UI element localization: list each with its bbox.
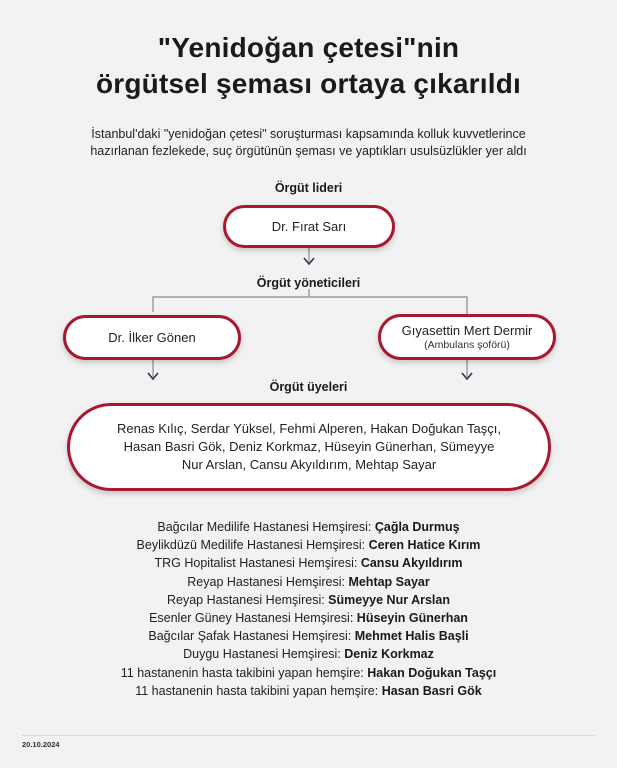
members-line-1: Renas Kılıç, Serdar Yüksel, Fehmi Alperen, Hakan Doğukan Taşçı,: [117, 421, 501, 436]
members-list: [87, 420, 531, 474]
staff-row: 11 hastanenin hasta takibini yapan hemşire: Hakan Doğukan Taşçı: [120, 665, 497, 680]
staff-row: Esenler Güney Hastanesi Hemşiresi: Hüseyin Günerhan: [149, 611, 468, 626]
title-line-2: örgütsel şeması ortaya çıkarıldı: [95, 68, 522, 99]
members-line-2: Hasan Basri Gök, Deniz Korkmaz, Hüseyin Günerhan, Sümeyye: [123, 439, 495, 454]
staff-row: Reyap Hastanesi Hemşiresi: Mehtap Sayar: [187, 574, 430, 589]
subtitle-line-1: İstanbul'daki "yenidoğan çetesi" soruşturması kapsamında kolluk kuvvetlerince: [91, 127, 526, 141]
manager-left-name: Dr. İlker Gönen: [108, 330, 196, 345]
managers-label: Örgüt yöneticileri: [256, 276, 361, 290]
members-label: Örgüt üyeleri: [269, 380, 348, 394]
members-line-3: Nur Arslan, Cansu Akyıldırım, Mehtap Sayar: [181, 457, 437, 472]
manager-right-box: [378, 314, 556, 360]
publish-date: 20.10.2024: [22, 740, 60, 749]
managers-bracket: [153, 297, 467, 314]
leader-box: [223, 205, 395, 248]
manager-right-name: Gıyasettin Mert Dermir: [401, 323, 533, 338]
title-line-1: "Yenidoğan çetesi"nin: [157, 32, 460, 63]
staff-row: Beylikdüzü Medilife Hastanesi Hemşiresi: Ceren Hatice Kırım: [136, 538, 481, 553]
staff-row: Reyap Hastanesi Hemşiresi: Sümeyye Nur Arslan: [167, 592, 450, 607]
footer-divider: [22, 735, 595, 736]
staff-row: Bağcılar Medilife Hastanesi Hemşiresi: Çağla Durmuş: [157, 520, 460, 534]
members-box: [67, 403, 551, 491]
staff-row: TRG Hopitalist Hastanesi Hemşiresi: Cansu Akyıldırım: [154, 556, 463, 571]
staff-row: 11 hastanenin hasta takibini yapan hemşire: Hasan Basri Gök: [135, 683, 482, 698]
leader-name: Dr. Fırat Sarı: [271, 219, 347, 234]
staff-list: [0, 518, 617, 700]
subtitle-line-2: hazırlanan fezlekede, suç örgütünün şeması ve yaptıkları usulsüzlükler yer aldı: [90, 144, 527, 158]
leader-label: Örgüt lideri: [274, 181, 343, 195]
manager-right-note: (Ambulans şoförü): [424, 339, 510, 351]
staff-row: Bağcılar Şafak Hastanesi Hemşiresi: Mehmet Halis Başli: [148, 629, 469, 644]
staff-row: Duygu Hastanesi Hemşiresi: Deniz Korkmaz: [183, 647, 434, 662]
manager-left-box: [63, 315, 241, 360]
